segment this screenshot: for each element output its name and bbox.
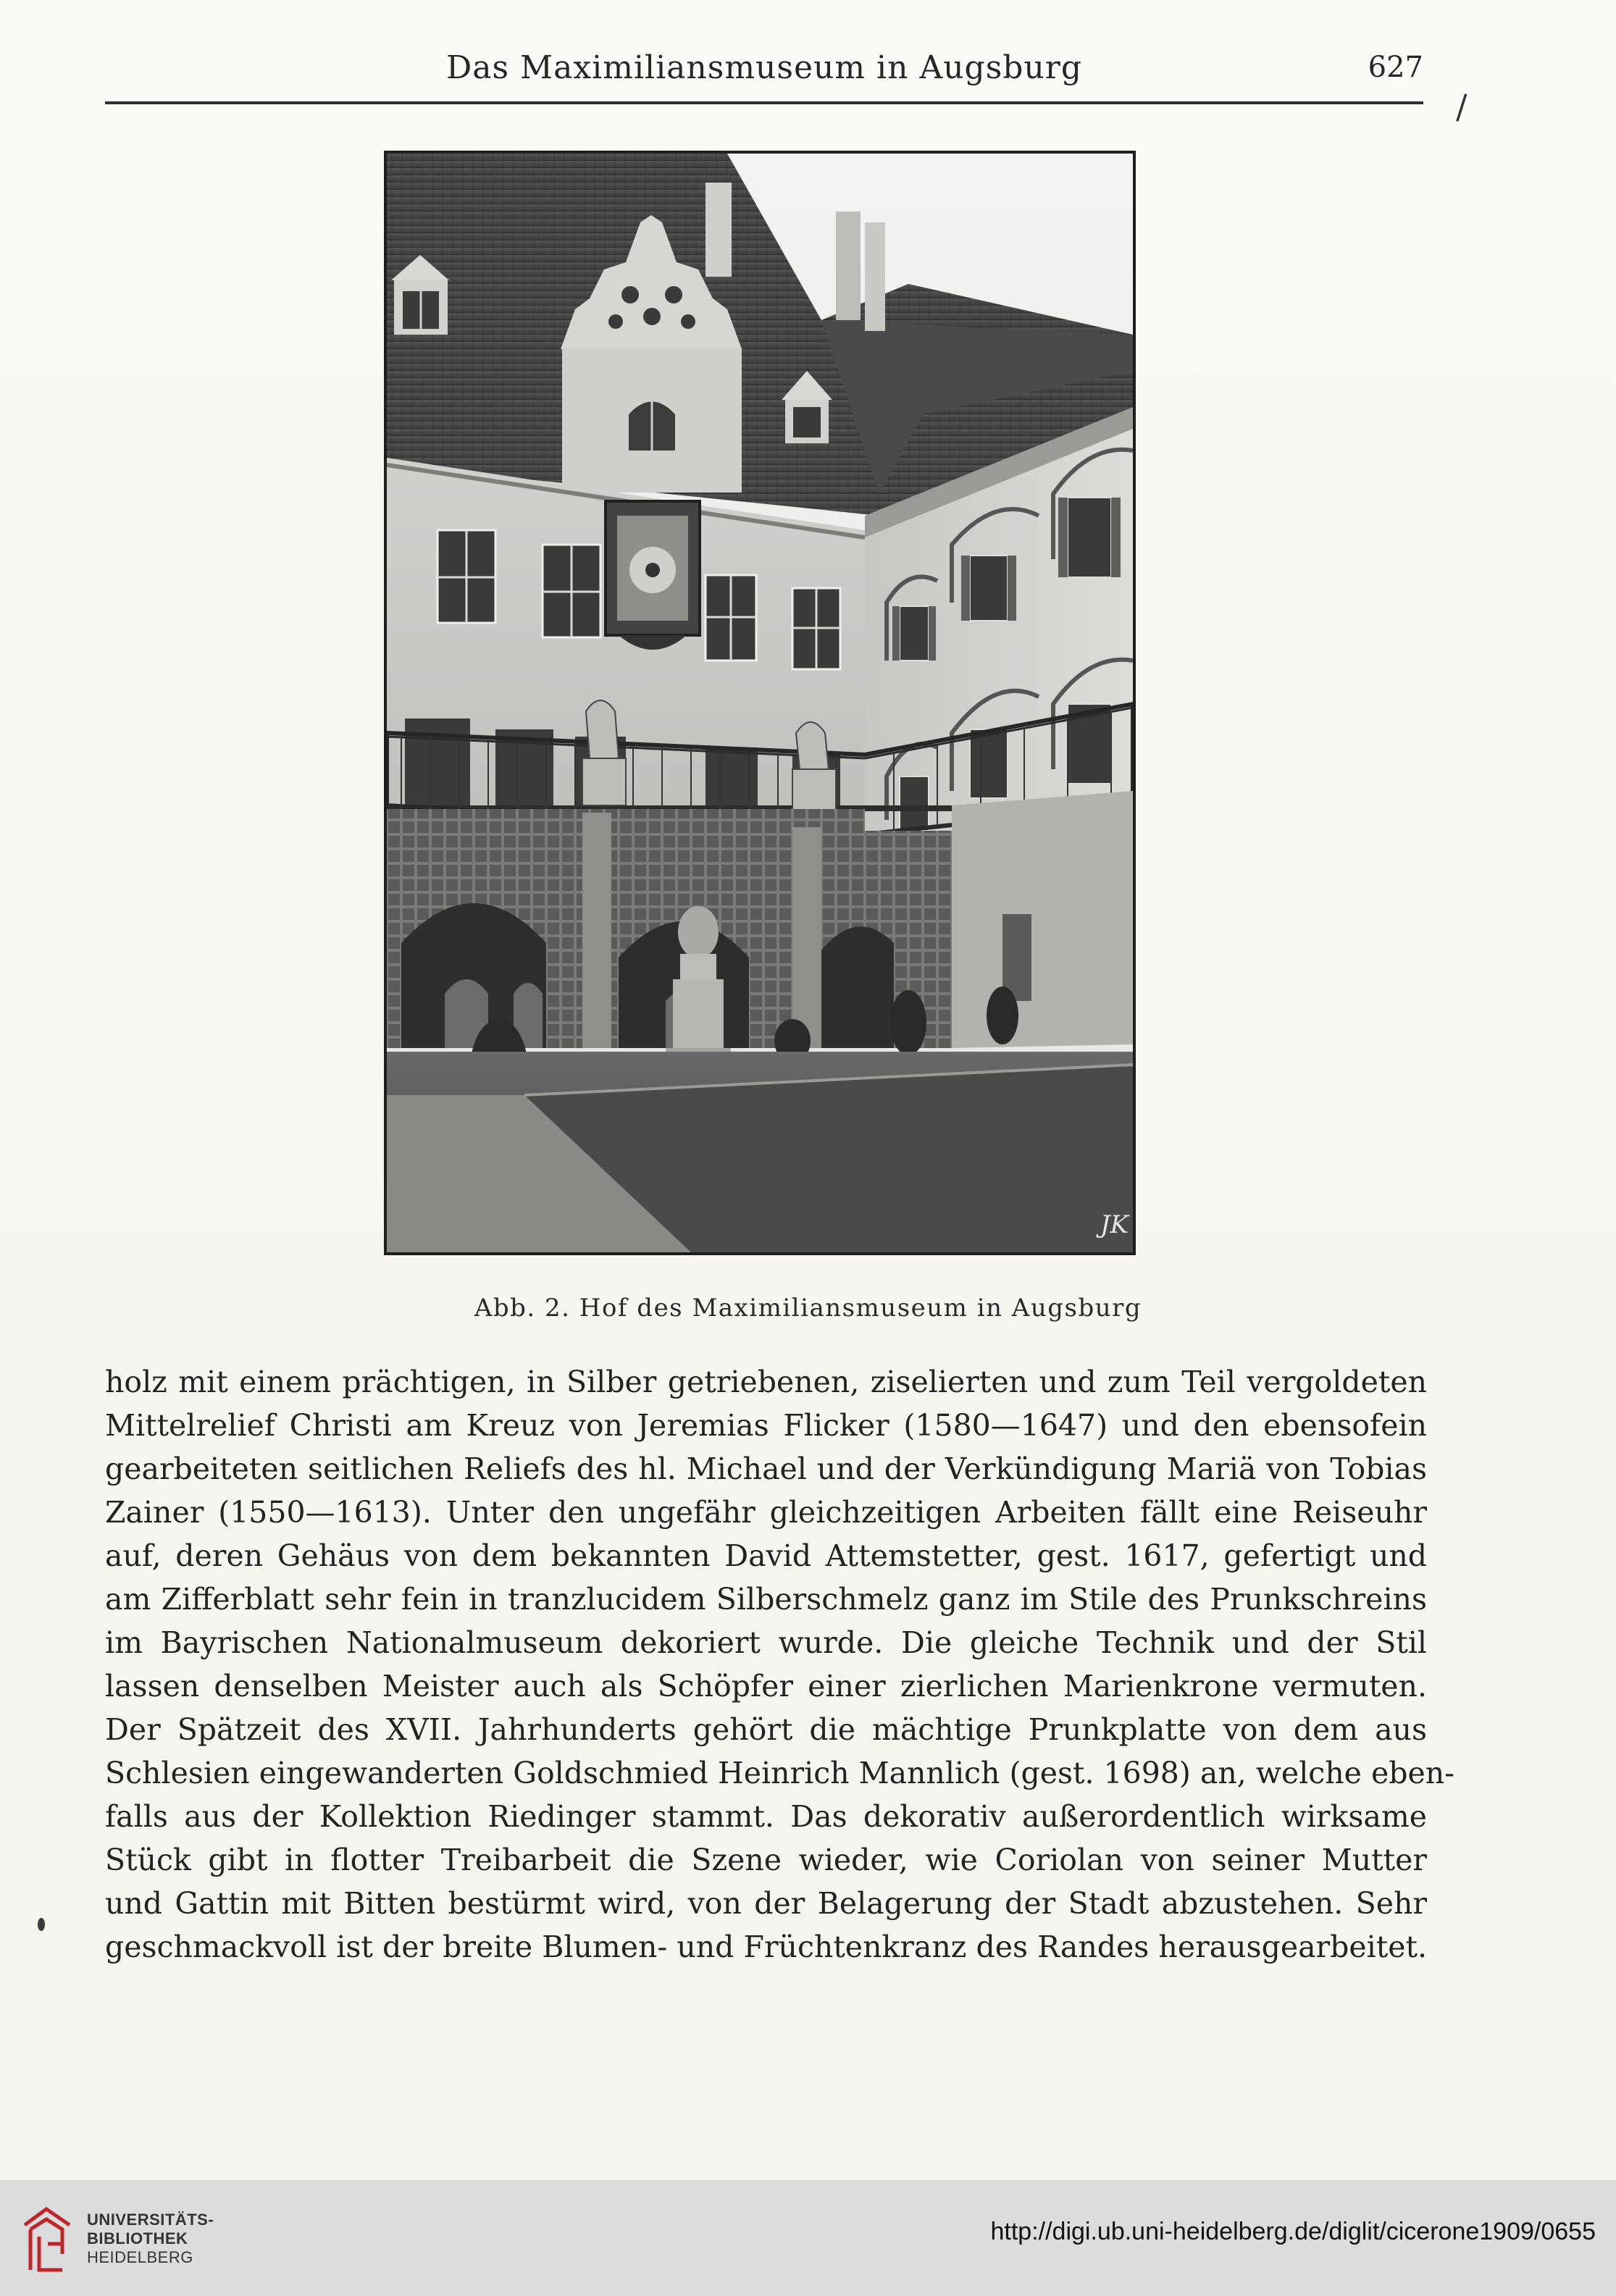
margin-mark: /	[1456, 87, 1468, 126]
library-name	[87, 2211, 214, 2267]
body-line: geschmackvoll ist der breite Blumen- und Früchtenkranz des Randes herausgearbeitet.	[105, 1930, 1427, 1964]
source-url-link[interactable]: http://digi.ub.uni-heidelberg.de/diglit/cicerone1909/0655	[990, 2218, 1596, 2245]
library-logo-icon	[20, 2203, 74, 2276]
body-line: Stück gibt in flotter Treibarbeit die Szene wieder, wie Coriolan von seiner Mutter	[105, 1843, 1427, 1877]
body-line: falls aus der Kollektion Riedinger stammt. Das dekorativ außerordentlich wirksame	[105, 1799, 1427, 1834]
body-line: lassen denselben Meister auch als Schöpfer einer zierlichen Marienkrone vermuten.	[105, 1669, 1427, 1704]
courtyard-photo-drawing	[387, 154, 1133, 1252]
body-line: Der Spätzeit des XVII. Jahrhunderts gehört die mächtige Prunkplatte von dem aus	[105, 1712, 1427, 1747]
body-paragraph	[105, 1360, 1454, 1969]
running-head	[105, 43, 1423, 94]
body-line: Mittelrelief Christi am Kreuz von Jeremias Flicker (1580—1647) und den ebensofein	[105, 1408, 1427, 1443]
photographer-monogram: JK	[1100, 1210, 1129, 1239]
body-line: im Bayrischen Nationalmuseum dekoriert wurde. Die gleiche Technik und der Stil	[105, 1625, 1427, 1660]
digitization-footer	[0, 2180, 1616, 2296]
body-line: auf, deren Gehäus von dem bekannten David Attemstetter, gest. 1617, gefertigt und	[105, 1538, 1427, 1573]
header-rule	[105, 101, 1423, 104]
body-line: und Gattin mit Bitten bestürmt wird, von der Belagerung der Stadt abzustehen. Sehr	[105, 1886, 1427, 1921]
figure-caption: Abb. 2. Hof des Maximiliansmuseum in Augsburg	[474, 1294, 1142, 1323]
running-title: Das Maximiliansmuseum in Augsburg	[445, 49, 1083, 86]
library-name-line1: UNIVERSITÄTS-	[87, 2211, 214, 2229]
library-name-line3: HEIDELBERG	[87, 2248, 193, 2266]
body-line: holz mit einem prächtigen, in Silber getriebenen, ziselierten und zum Teil vergoldeten	[105, 1365, 1427, 1399]
body-line: gearbeiteten seitlichen Reliefs des hl. Michael und der Verkündigung Mariä von Tobias	[105, 1451, 1427, 1486]
library-name-line2: BIBLIOTHEK	[87, 2229, 188, 2247]
body-line: Schlesien eingewanderten Goldschmied Heinrich Mannlich (gest. 1698) an, welche eben-	[105, 1756, 1454, 1790]
margin-ink-dot	[38, 1918, 45, 1931]
courtyard-photograph	[384, 151, 1136, 1255]
body-line: am Zifferblatt sehr fein in tranzlucidem Silberschmelz ganz im Stile des Prunkschreins	[105, 1582, 1427, 1617]
library-logo-mark	[25, 2209, 70, 2270]
page-number: 627	[1368, 51, 1423, 84]
body-line: Zainer (1550—1613). Unter den ungefähr gleichzeitigen Arbeiten fällt eine Reiseuhr	[105, 1495, 1427, 1530]
